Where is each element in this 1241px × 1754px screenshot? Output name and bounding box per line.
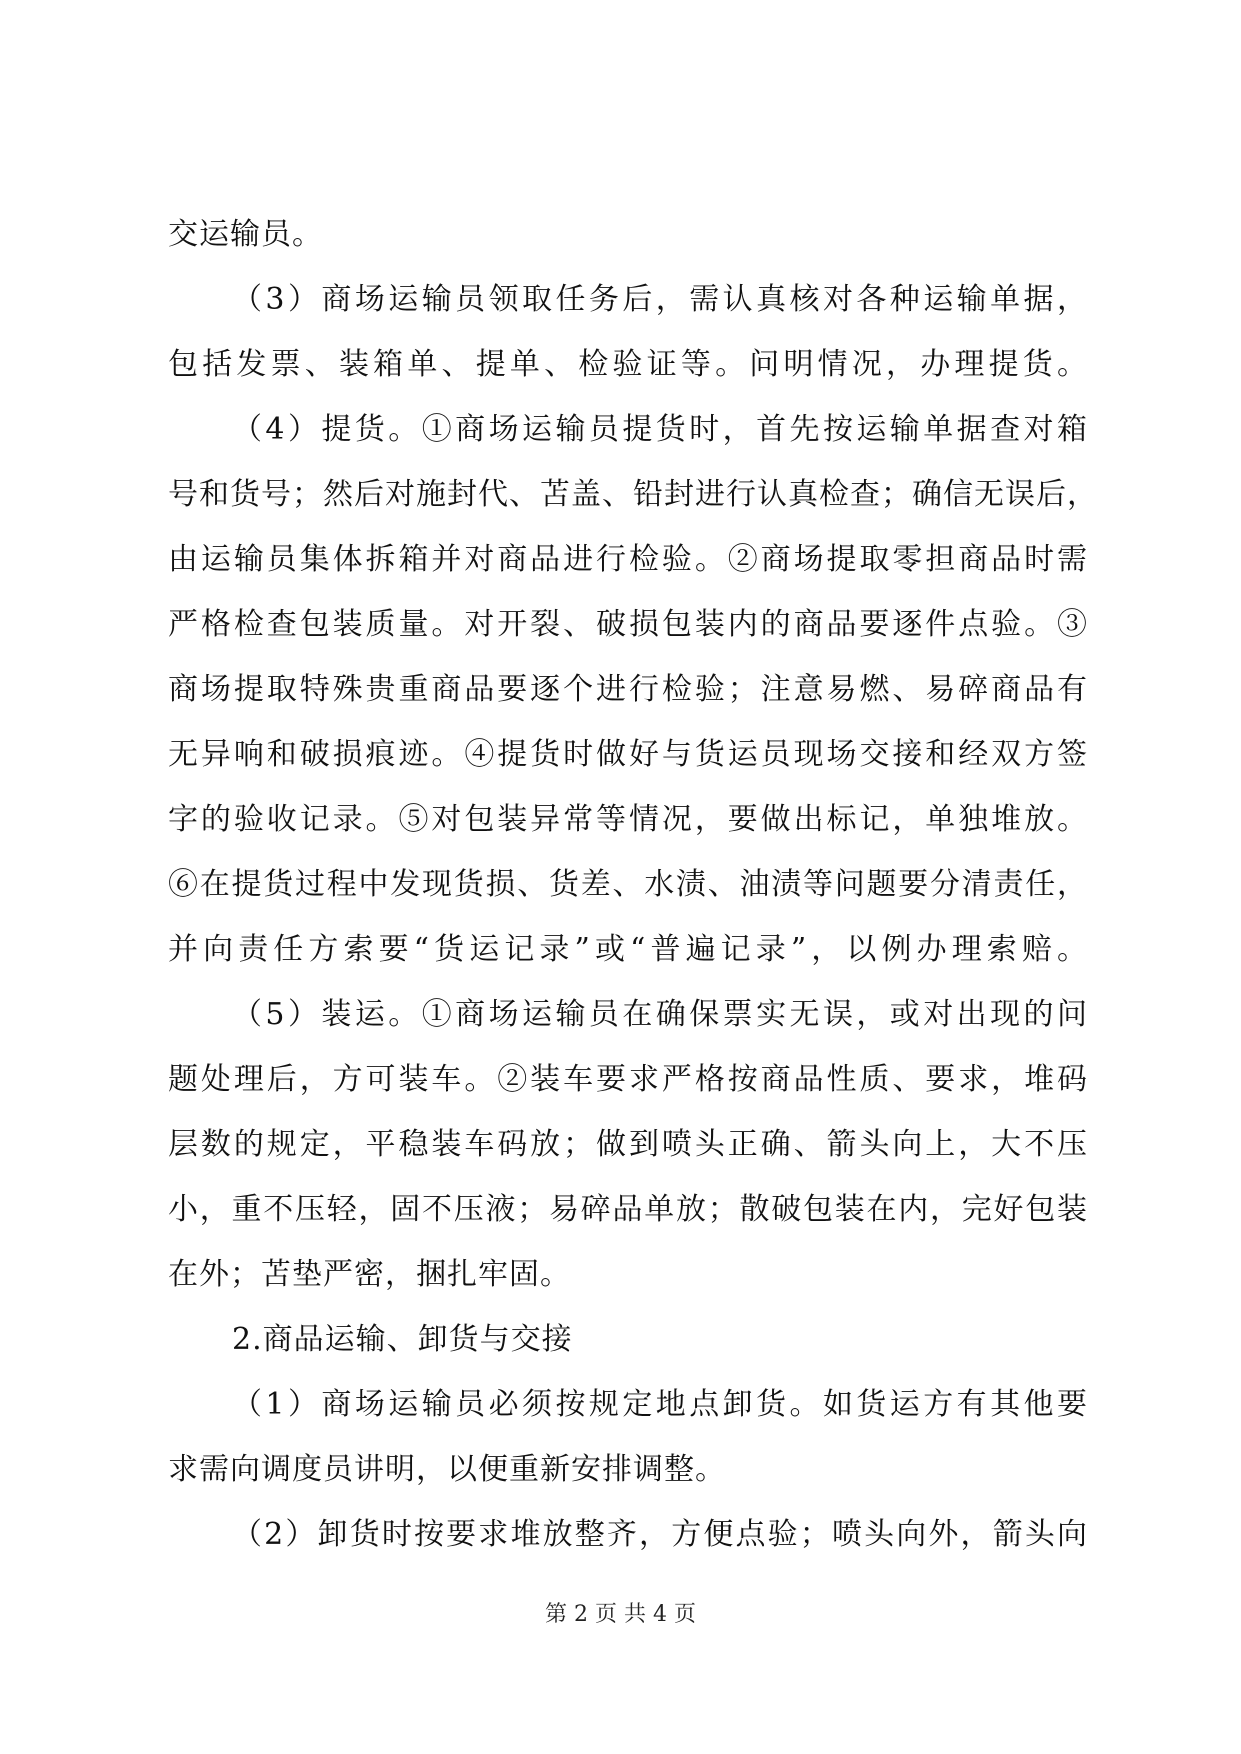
text-line: 由运输员集体拆箱并对商品进行检验。②商场提取零担商品时需 <box>168 542 1088 577</box>
text-line: 求需向调度员讲明，以便重新安排调整。 <box>168 1452 726 1487</box>
text-line: 字的验收记录。⑤对包装异常等情况，要做出标记，单独堆放。 <box>168 802 1088 837</box>
text-line: 并向责任方索要“货运记录”或“普遍记录”，以例办理索赔。 <box>168 932 1088 967</box>
text-line: 商场提取特殊贵重商品要逐个进行检验；注意易燃、易碎商品有 <box>168 672 1088 707</box>
text-line: 层数的规定，平稳装车码放；做到喷头正确、箭头向上，大不压 <box>168 1127 1088 1162</box>
paragraph-4-line: （4）提货。①商场运输员提货时，首先按运输单据查对箱 <box>232 412 1088 447</box>
page-number: 第 2 页 共 4 页 <box>545 1602 696 1627</box>
text-line: 在外；苫垫严密，捆扎牢固。 <box>168 1257 571 1292</box>
paragraph-5-line: （5）装运。①商场运输员在确保票实无误，或对出现的问 <box>232 997 1088 1032</box>
text-line: 号和货号；然后对施封代、苫盖、铅封进行认真检查；确信无误后， <box>168 477 1098 512</box>
section-heading: 2.商品运输、卸货与交接 <box>232 1322 573 1357</box>
text-line: 严格检查包装质量。对开裂、破损包装内的商品要逐件点验。③ <box>168 607 1088 642</box>
text-line: 小，重不压轻，固不压液；易碎品单放；散破包装在内，完好包装 <box>168 1192 1088 1227</box>
paragraph-3-line: （3）商场运输员领取任务后，需认真核对各种运输单据， <box>232 282 1088 317</box>
text-line: 包括发票、装箱单、提单、检验证等。问明情况，办理提货。 <box>168 347 1088 382</box>
text-line: ⑥在提货过程中发现货损、货差、水渍、油渍等问题要分清责任， <box>168 867 1088 902</box>
text-line: 交运输员。 <box>168 217 323 252</box>
text-line: 题处理后，方可装车。②装车要求严格按商品性质、要求，堆码 <box>168 1062 1088 1097</box>
paragraph-1-line: （1）商场运输员必须按规定地点卸货。如货运方有其他要 <box>232 1387 1088 1422</box>
text-line: 无异响和破损痕迹。④提货时做好与货运员现场交接和经双方签 <box>168 737 1088 772</box>
paragraph-2-line: （2）卸货时按要求堆放整齐，方便点验；喷头向外，箭头向 <box>232 1517 1088 1552</box>
